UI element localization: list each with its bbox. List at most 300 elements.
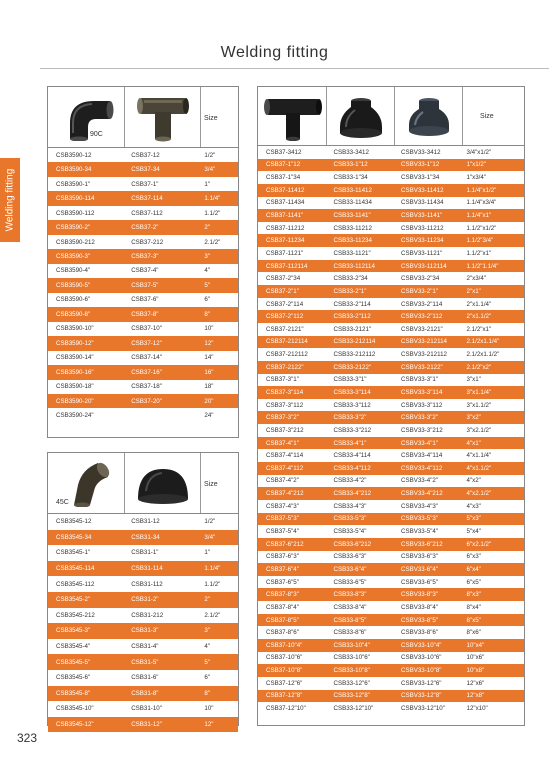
table-row bbox=[258, 222, 524, 235]
part-number-cell: CSB33-3"212 bbox=[333, 426, 372, 434]
part-number-cell: CSB3590-24" bbox=[56, 412, 94, 420]
table-row bbox=[258, 538, 524, 551]
part-number-cell: CSB3590-114 bbox=[56, 195, 95, 203]
size-cell: 1" bbox=[204, 180, 211, 188]
part-number-cell: CSBV33-1"34 bbox=[401, 174, 440, 182]
size-cell: 10" bbox=[204, 325, 214, 333]
elbow-45-photo bbox=[68, 459, 112, 507]
part-number-cell: CSBV33-8"4" bbox=[401, 603, 439, 611]
part-number-cell: CSB37-12"6" bbox=[266, 679, 303, 687]
part-number-cell: CSB33-1"34 bbox=[333, 174, 368, 182]
part-number-cell: CSBV33-6"3" bbox=[401, 553, 439, 561]
part-number-cell: CSB33-4"212 bbox=[333, 490, 372, 498]
part-number-cell: CSB37-3"212 bbox=[266, 426, 304, 434]
table-row bbox=[48, 717, 238, 733]
table-row bbox=[258, 260, 524, 273]
table-row bbox=[48, 148, 238, 162]
part-number-cell: CSB3590-1" bbox=[56, 180, 91, 188]
part-number-cell: CSB33-3"2" bbox=[333, 414, 367, 422]
part-number-cell: CSB3590-8" bbox=[56, 310, 91, 318]
cap-photo bbox=[132, 463, 194, 507]
part-number-cell: CSB37-8"6" bbox=[266, 629, 299, 637]
table-row bbox=[48, 336, 238, 350]
size-cell: 6"x2.1/2" bbox=[466, 540, 492, 548]
table-row bbox=[258, 310, 524, 323]
table-row bbox=[48, 235, 238, 249]
part-number-cell: CSBV33-4"112 bbox=[401, 464, 443, 472]
table-row bbox=[48, 307, 238, 321]
part-number-cell: CSBV33-11212 bbox=[401, 224, 444, 232]
part-number-cell: CSB37-11234 bbox=[266, 237, 305, 245]
part-number-cell: CSB33-10"8" bbox=[333, 667, 370, 675]
table-row bbox=[258, 197, 524, 210]
part-number-cell: CSB33-6"212 bbox=[333, 540, 372, 548]
size-cell: 3"x1.1/2" bbox=[466, 401, 492, 409]
table-row bbox=[258, 285, 524, 298]
part-number-cell: CSB37-6"3" bbox=[266, 553, 299, 561]
table-row bbox=[258, 361, 524, 374]
size-cell: 3/4" bbox=[204, 533, 216, 541]
part-number-cell: CSB37-3" bbox=[131, 253, 159, 261]
part-number-cell: CSBV33-2"1" bbox=[401, 287, 439, 295]
part-number-cell: CSBV33-12"10" bbox=[401, 705, 445, 712]
table-row bbox=[48, 322, 238, 336]
part-number-cell: CSBV33-4"3" bbox=[401, 502, 439, 510]
size-cell: 16" bbox=[204, 368, 214, 376]
part-number-cell: CSBV33-2122" bbox=[401, 363, 443, 371]
part-number-cell: CSB33-1"12 bbox=[333, 161, 368, 169]
column-divider bbox=[124, 87, 125, 147]
part-number-cell: CSBV33-8"6" bbox=[401, 629, 439, 637]
table-row bbox=[258, 336, 524, 349]
eccentric-reducer-photo bbox=[404, 93, 454, 141]
part-number-cell: CSB31-12" bbox=[131, 721, 162, 729]
part-number-cell: CSB37-14" bbox=[131, 354, 162, 362]
part-number-cell: CSB37-11412 bbox=[266, 186, 305, 194]
side-tab-label: Welding fitting bbox=[4, 168, 16, 232]
size-cell: 2"x3/4" bbox=[466, 275, 487, 283]
reducer-rows bbox=[258, 146, 524, 715]
table-row bbox=[48, 686, 238, 702]
elbow-90-type-label: 90C bbox=[90, 131, 103, 138]
part-number-cell: CSB37-4" bbox=[131, 267, 159, 275]
size-cell: 1.1/2" bbox=[204, 580, 221, 588]
part-number-cell: CSB37-20" bbox=[131, 397, 162, 405]
part-number-cell: CSBV33-212112 bbox=[401, 351, 447, 359]
size-cell: 2.1/2"x2" bbox=[466, 363, 492, 371]
part-number-cell: CSBV33-11434 bbox=[401, 199, 444, 207]
part-number-cell: CSB33-212114 bbox=[333, 338, 376, 346]
part-number-cell: CSBV33-6"4" bbox=[401, 565, 439, 573]
size-cell: 8" bbox=[204, 310, 211, 318]
part-number-cell: CSB33-12"6" bbox=[333, 679, 370, 687]
part-number-cell: CSB37-2"34 bbox=[266, 275, 301, 283]
size-header: Size bbox=[204, 481, 218, 488]
part-number-cell: CSBV33-2"112 bbox=[401, 313, 443, 321]
part-number-cell: CSB33-4"3" bbox=[333, 502, 367, 510]
part-number-cell: CSB33-8"5" bbox=[333, 616, 367, 624]
size-cell: 6" bbox=[204, 296, 211, 304]
part-number-cell: CSB31-12 bbox=[131, 518, 160, 526]
part-number-cell: CSB37-212112 bbox=[266, 351, 308, 359]
table-row bbox=[258, 348, 524, 361]
reducer-table bbox=[257, 86, 525, 726]
part-number-cell: CSB3545-12" bbox=[56, 721, 94, 729]
size-cell: 8" bbox=[204, 689, 211, 697]
part-number-cell: CSB37-6"5" bbox=[266, 578, 299, 586]
size-cell: 8"x3" bbox=[466, 591, 481, 599]
size-cell: 1/2" bbox=[204, 151, 216, 159]
size-cell: 4"x1.1/4" bbox=[466, 452, 492, 460]
part-number-cell: CSB37-6"212 bbox=[266, 540, 304, 548]
table-row bbox=[258, 374, 524, 387]
part-number-cell: CSB3590-212 bbox=[56, 238, 95, 246]
table-row bbox=[258, 500, 524, 513]
page-title: Welding fitting bbox=[220, 44, 329, 61]
part-number-cell: CSB37-114 bbox=[131, 195, 163, 203]
part-number-cell: CSB3545-12 bbox=[56, 518, 92, 526]
size-cell: 2" bbox=[204, 224, 211, 232]
size-cell: 2"x1.1/2" bbox=[466, 313, 492, 321]
size-cell: 6"x4" bbox=[466, 565, 481, 573]
size-cell: 5"x4" bbox=[466, 528, 481, 536]
part-number-cell: CSBV33-4"1" bbox=[401, 439, 439, 447]
table-row bbox=[258, 690, 524, 703]
table-row bbox=[258, 399, 524, 412]
size-cell: 2"x1" bbox=[466, 287, 481, 295]
size-cell: 2.1/2x1.1/2" bbox=[466, 351, 500, 359]
table-row bbox=[258, 513, 524, 526]
part-number-cell: CSBV33-2121" bbox=[401, 325, 443, 333]
part-number-cell: CSB3590-20" bbox=[56, 397, 94, 405]
part-number-cell: CSB31-5" bbox=[131, 658, 159, 666]
table-row bbox=[258, 298, 524, 311]
size-cell: 3"x2.1/2" bbox=[466, 426, 492, 434]
part-number-cell: CSB37-8"3" bbox=[266, 591, 299, 599]
size-cell: 8"x4" bbox=[466, 603, 481, 611]
table-row bbox=[258, 146, 524, 159]
table-row bbox=[258, 159, 524, 172]
column-divider bbox=[124, 453, 125, 513]
part-number-cell: CSB37-3412 bbox=[266, 148, 302, 156]
part-number-cell: CSB37-10"6" bbox=[266, 654, 303, 662]
size-cell: 10"x6" bbox=[466, 654, 485, 662]
table-row bbox=[48, 191, 238, 205]
table-row bbox=[48, 623, 238, 639]
part-number-cell: CSB37-3"114 bbox=[266, 388, 304, 396]
part-number-cell: CSB37-2"114 bbox=[266, 300, 304, 308]
part-number-cell: CSB33-2122" bbox=[333, 363, 372, 371]
part-number-cell: CSB37-16" bbox=[131, 368, 162, 376]
elbow-45-rows bbox=[48, 514, 238, 732]
size-cell: 2.1/2" bbox=[204, 238, 221, 246]
part-number-cell: CSB33-3"1" bbox=[333, 376, 367, 384]
title-divider bbox=[40, 68, 549, 69]
part-number-cell: CSBV33-3"112 bbox=[401, 401, 443, 409]
size-header: Size bbox=[480, 113, 494, 120]
part-number-cell: CSB3590-112 bbox=[56, 209, 95, 217]
part-number-cell: CSB33-112114 bbox=[333, 262, 375, 270]
table-row bbox=[258, 462, 524, 475]
part-number-cell: CSB31-10" bbox=[131, 705, 162, 713]
part-number-cell: CSB33-6"5" bbox=[333, 578, 367, 586]
part-number-cell: CSB33-3"112 bbox=[333, 401, 371, 409]
part-number-cell: CSB33-6"3" bbox=[333, 553, 367, 561]
table-row bbox=[48, 162, 238, 176]
table-row bbox=[258, 664, 524, 677]
part-number-cell: CSBV33-4"114 bbox=[401, 452, 443, 460]
table-row bbox=[48, 514, 238, 530]
size-cell: 1.1/2"x1" bbox=[466, 249, 492, 257]
part-number-cell: CSBV33-11234 bbox=[401, 237, 444, 245]
part-number-cell: CSB37-12" bbox=[131, 339, 162, 347]
part-number-cell: CSB37-5"3" bbox=[266, 515, 299, 523]
part-number-cell: CSB31-112 bbox=[131, 580, 163, 588]
part-number-cell: CSB3545-1" bbox=[56, 549, 91, 557]
elbow-90-table-header bbox=[48, 87, 238, 148]
part-number-cell: CSB3590-14" bbox=[56, 354, 94, 362]
table-row bbox=[258, 563, 524, 576]
table-row bbox=[48, 293, 238, 307]
size-cell: 2.1/2" bbox=[204, 611, 221, 619]
part-number-cell: CSB33-5"4" bbox=[333, 528, 367, 536]
table-row bbox=[48, 592, 238, 608]
size-cell: 12" bbox=[204, 339, 214, 347]
part-number-cell: CSB33-10"6" bbox=[333, 654, 370, 662]
part-number-cell: CSB37-6" bbox=[131, 296, 159, 304]
size-cell: 2.1/2x1.1/4" bbox=[466, 338, 500, 346]
size-cell: 12" bbox=[204, 721, 214, 729]
size-cell: 2"x1.1/4" bbox=[466, 300, 492, 308]
table-row bbox=[258, 449, 524, 462]
part-number-cell: CSB33-3"114 bbox=[333, 388, 371, 396]
part-number-cell: CSB37-11212 bbox=[266, 224, 305, 232]
part-number-cell: CSB33-12"10" bbox=[333, 705, 374, 712]
size-cell: 1.1/4"x1/2" bbox=[466, 186, 497, 194]
part-number-cell: CSBV33-10"6" bbox=[401, 654, 442, 662]
part-number-cell: CSB33-1141" bbox=[333, 212, 371, 220]
elbow-45-table bbox=[47, 452, 239, 729]
table-row bbox=[48, 608, 238, 624]
table-row bbox=[48, 206, 238, 220]
size-header: Size bbox=[204, 115, 218, 122]
part-number-cell: CSB37-4"3" bbox=[266, 502, 299, 510]
part-number-cell: CSB37-2"112 bbox=[266, 313, 304, 321]
size-cell: 1.1/4"x3/4" bbox=[466, 199, 497, 207]
table-row bbox=[258, 437, 524, 450]
part-number-cell: CSBV33-4"2" bbox=[401, 477, 439, 485]
size-cell: 1.1/2"x1/2" bbox=[466, 224, 497, 232]
part-number-cell: CSB33-3412 bbox=[333, 148, 369, 156]
part-number-cell: CSB31-2" bbox=[131, 596, 159, 604]
table-row bbox=[48, 249, 238, 263]
part-number-cell: CSB3545-112 bbox=[56, 580, 95, 588]
part-number-cell: CSB3590-6" bbox=[56, 296, 91, 304]
part-number-cell: CSB31-8" bbox=[131, 689, 159, 697]
part-number-cell: CSB33-8"6" bbox=[333, 629, 367, 637]
part-number-cell: CSBV33-8"5" bbox=[401, 616, 439, 624]
size-cell: 4" bbox=[204, 267, 211, 275]
part-number-cell: CSBV33-12"8" bbox=[401, 692, 442, 700]
part-number-cell: CSB37-12 bbox=[131, 151, 160, 159]
size-cell: 14" bbox=[204, 354, 214, 362]
part-number-cell: CSBV33-3412 bbox=[401, 148, 441, 156]
size-cell: 1.1/2"3/4" bbox=[466, 237, 494, 245]
part-number-cell: CSB33-4"114 bbox=[333, 452, 371, 460]
table-row bbox=[258, 652, 524, 665]
part-number-cell: CSB3590-34 bbox=[56, 166, 92, 174]
column-divider bbox=[200, 453, 201, 513]
part-number-cell: CSB33-4"1" bbox=[333, 439, 367, 447]
part-number-cell: CSB33-2121" bbox=[333, 325, 372, 333]
table-row bbox=[48, 576, 238, 592]
table-row bbox=[258, 234, 524, 247]
part-number-cell: CSB37-10"4" bbox=[266, 641, 303, 649]
concentric-reducer-photo bbox=[336, 93, 386, 141]
part-number-cell: CSB37-1"12 bbox=[266, 161, 301, 169]
part-number-cell: CSB37-4"212 bbox=[266, 490, 304, 498]
elbow-45-type-label: 45C bbox=[56, 499, 69, 506]
size-cell: 2" bbox=[204, 596, 211, 604]
part-number-cell: CSB33-12"8" bbox=[333, 692, 370, 700]
size-cell: 4"x2" bbox=[466, 477, 481, 485]
column-divider bbox=[462, 87, 463, 145]
table-row bbox=[258, 424, 524, 437]
part-number-cell: CSB33-4"2" bbox=[333, 477, 367, 485]
part-number-cell: CSB33-11212 bbox=[333, 224, 372, 232]
size-cell: 20" bbox=[204, 397, 214, 405]
part-number-cell: CSBV33-5"3" bbox=[401, 515, 439, 523]
size-cell: 12"x6" bbox=[466, 679, 485, 687]
part-number-cell: CSB37-212114 bbox=[266, 338, 308, 346]
part-number-cell: CSB3590-18" bbox=[56, 383, 94, 391]
part-number-cell: CSBV33-1"12 bbox=[401, 161, 440, 169]
size-cell: 4"x2.1/2" bbox=[466, 490, 492, 498]
size-cell: 10"x8" bbox=[466, 667, 485, 675]
size-cell: 1"x1/2" bbox=[466, 161, 487, 169]
part-number-cell: CSB31-212 bbox=[131, 611, 164, 619]
size-cell: 6"x5" bbox=[466, 578, 481, 586]
size-cell: 1"x3/4" bbox=[466, 174, 487, 182]
part-number-cell: CSB37-12"8" bbox=[266, 692, 303, 700]
table-row bbox=[258, 626, 524, 639]
part-number-cell: CSB37-112 bbox=[131, 209, 163, 217]
part-number-cell: CSB33-212112 bbox=[333, 351, 376, 359]
part-number-cell: CSB31-114 bbox=[131, 565, 163, 573]
part-number-cell: CSB3590-2" bbox=[56, 224, 91, 232]
table-row bbox=[48, 264, 238, 278]
table-row bbox=[258, 411, 524, 424]
part-number-cell: CSB37-212 bbox=[131, 238, 164, 246]
part-number-cell: CSBV33-3"2" bbox=[401, 414, 439, 422]
size-cell: 4" bbox=[204, 643, 211, 651]
part-number-cell: CSB37-10" bbox=[131, 325, 162, 333]
part-number-cell: CSB3545-4" bbox=[56, 643, 91, 651]
size-cell: 1.1/4"x1" bbox=[466, 212, 492, 220]
table-row bbox=[258, 323, 524, 336]
table-row bbox=[48, 701, 238, 717]
part-number-cell: CSB31-1" bbox=[131, 549, 159, 557]
page-number: 323 bbox=[17, 731, 38, 745]
part-number-cell: CSB31-4" bbox=[131, 643, 159, 651]
size-cell: 8"x6" bbox=[466, 629, 481, 637]
part-number-cell: CSBV33-212114 bbox=[401, 338, 447, 346]
part-number-cell: CSB33-11234 bbox=[333, 237, 372, 245]
part-number-cell: CSB33-11412 bbox=[333, 186, 372, 194]
size-cell: 3/4"x1/2" bbox=[466, 148, 492, 156]
part-number-cell: CSBV33-10"8" bbox=[401, 667, 442, 675]
column-divider bbox=[394, 87, 395, 145]
part-number-cell: CSB37-3"112 bbox=[266, 401, 304, 409]
part-number-cell: CSB3590-12" bbox=[56, 339, 94, 347]
size-cell: 4"x1.1/2" bbox=[466, 464, 492, 472]
column-divider bbox=[326, 87, 327, 145]
part-number-cell: CSB37-4"1" bbox=[266, 439, 299, 447]
size-cell: 18" bbox=[204, 383, 214, 391]
table-row bbox=[48, 561, 238, 577]
part-number-cell: CSB37-5"4" bbox=[266, 528, 299, 536]
size-cell: 1.1/4" bbox=[204, 565, 221, 573]
table-row bbox=[48, 670, 238, 686]
part-number-cell: CSB33-2"112 bbox=[333, 313, 371, 321]
size-cell: 4"x1" bbox=[466, 439, 481, 447]
table-row bbox=[258, 677, 524, 690]
table-row bbox=[258, 576, 524, 589]
size-cell: 1/2" bbox=[204, 518, 216, 526]
size-cell: 1.1/2"1.1/4" bbox=[466, 262, 499, 270]
table-row bbox=[258, 247, 524, 260]
part-number-cell: CSB3545-2" bbox=[56, 596, 91, 604]
part-number-cell: CSB37-18" bbox=[131, 383, 162, 391]
size-cell: 3/4" bbox=[204, 166, 216, 174]
table-row bbox=[258, 184, 524, 197]
part-number-cell: CSB37-5" bbox=[131, 281, 159, 289]
part-number-cell: CSB3590-12 bbox=[56, 151, 92, 159]
table-row bbox=[258, 551, 524, 564]
elbow-90-photo bbox=[62, 93, 114, 141]
size-cell: 5" bbox=[204, 658, 211, 666]
table-row bbox=[258, 588, 524, 601]
part-number-cell: CSBV33-5"4" bbox=[401, 528, 439, 536]
part-number-cell: CSB3590-3" bbox=[56, 253, 91, 261]
part-number-cell: CSB3545-10" bbox=[56, 705, 94, 713]
part-number-cell: CSB37-4"112 bbox=[266, 464, 304, 472]
column-divider bbox=[200, 87, 201, 147]
table-row bbox=[258, 272, 524, 285]
size-cell: 2.1/2"x1" bbox=[466, 325, 492, 333]
size-cell: 1" bbox=[204, 549, 211, 557]
elbow-45-table-header bbox=[48, 453, 238, 514]
table-row bbox=[48, 278, 238, 292]
part-number-cell: CSBV33-2"114 bbox=[401, 300, 443, 308]
part-number-cell: CSB33-2"34 bbox=[333, 275, 368, 283]
size-cell: 5" bbox=[204, 281, 211, 289]
table-row bbox=[48, 365, 238, 379]
part-number-cell: CSB33-10"4" bbox=[333, 641, 370, 649]
size-cell: 10" bbox=[204, 705, 214, 713]
elbow-90-rows bbox=[48, 148, 238, 423]
size-cell: 1.1/4" bbox=[204, 195, 221, 203]
part-number-cell: CSB33-2"114 bbox=[333, 300, 371, 308]
table-row bbox=[258, 525, 524, 538]
part-number-cell: CSB33-1121" bbox=[333, 249, 371, 257]
table-row bbox=[48, 351, 238, 365]
table-row bbox=[48, 530, 238, 546]
part-number-cell: CSB37-8" bbox=[131, 310, 159, 318]
reducer-table-header bbox=[258, 87, 524, 146]
size-cell: 12"x8" bbox=[466, 692, 485, 700]
table-row bbox=[258, 601, 524, 614]
